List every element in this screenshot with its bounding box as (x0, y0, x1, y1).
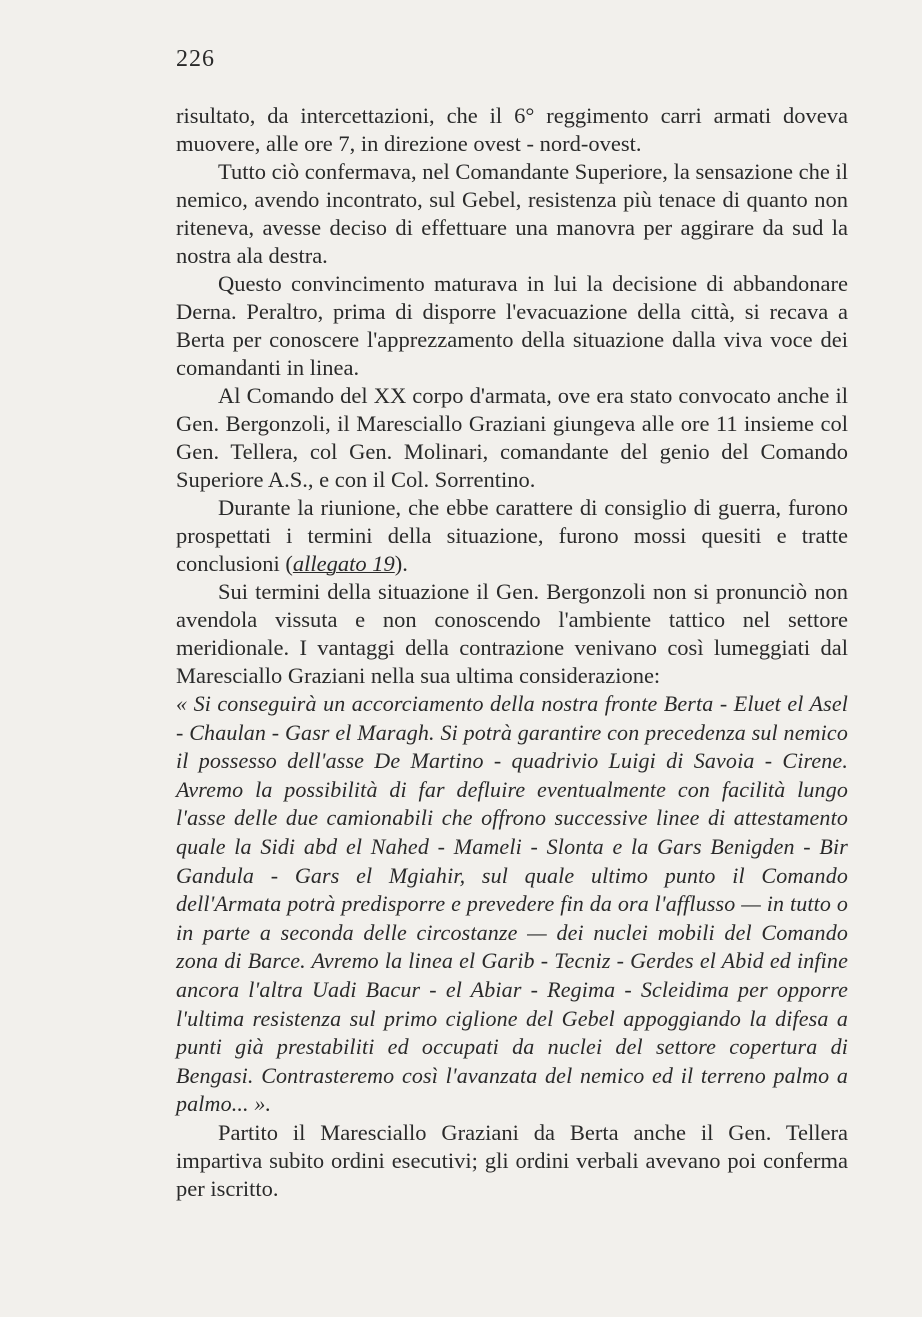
body-text (176, 102, 848, 1203)
allegato-reference: allegato 19 (292, 551, 395, 576)
paragraph-2: Tutto ciò confermava, nel Comandante Superiore, la sensazione che il nemico, avendo incontrato, sul Gebel, resistenza più tenace di quanto non riteneva, avesse deciso di effettuare una manovra per aggirare da sud la nostra ala destra. (176, 159, 848, 268)
closing-paragraph: Partito il Maresciallo Graziani da Berta anche il Gen. Tellera impartiva subito ordini esecutivi; gli ordini verbali avevano poi conferma per iscritto. (176, 1119, 848, 1201)
page-number: 226 (176, 46, 215, 72)
paragraph-3: Questo convincimento maturava in lui la decisione di abbandonare Derna. Peraltro, prima di disporre l'evacuazione della città, si recava a Berta per conoscere l'apprezzamento della situazione dalla viva voce dei comandanti in linea. (176, 271, 848, 380)
paragraph-1: risultato, da intercettazioni, che il 6° reggimento carri armati doveva muovere, alle ore 7, in direzione ovest - nord-ovest. (176, 103, 848, 156)
paragraph-5-text: Durante la riunione, che ebbe carattere di consiglio di guerra, furono prospettati i termini della situazione, furono mossi quesiti e tratte conclusioni ( (176, 495, 848, 576)
paragraph-4: Al Comando del XX corpo d'armata, ove era stato convocato anche il Gen. Bergonzoli, il Maresciallo Graziani giungeva alle ore 11 insieme col Gen. Tellera, col Gen. Molinari, comandante del genio del Comando Superiore A.S., e con il Col. Sorrentino. (176, 383, 848, 492)
paragraph-5 (176, 494, 848, 578)
paragraph-5-tail: ). (394, 551, 408, 576)
block-quote: « Si conseguirà un accorciamento della nostra fronte Berta - Eluet el Asel - Chaulan - Gasr el Maragh. Si potrà garantire con precedenza sul nemico il possesso dell'asse De Martino - quadrivio Luigi di Savoia - Cirene. Avremo la possibilità di far defluire eventualmente con facilità lungo l'asse delle due camionabili che offrono successive linee di attestamento quale la Sidi abd el Nahed - Mameli - Slonta e la Gars Benigden - Bir Gandula - Gars el Mgiahir, sul quale ultimo punto il Comando dell'Armata potrà predisporre e prevedere fin da ora l'afflusso — in tutto o in parte a seconda delle circostanze — dei nuclei mobili del Comando zona di Barce. Avremo la linea el Garib - Tecniz - Gerdes el Abid ed infine ancora l'altra Uadi Bacur - el Abiar - Regima - Scleidima per opporre l'ultima resistenza sul primo ciglione del Gebel appoggiando la difesa a punti già prestabiliti ed occupati da nuclei del settore copertura di Bengasi. Contrasteremo così l'avanzata del nemico ed il terreno palmo a palmo... ». (176, 691, 848, 1117)
paragraph-6: Sui termini della situazione il Gen. Bergonzoli non si pronunciò non avendola vissuta e non conoscendo l'ambiente tattico nel settore meridionale. I vantaggi della contrazione venivano così lumeggiati dal Maresciallo Graziani nella sua ultima considerazione: (176, 579, 848, 688)
